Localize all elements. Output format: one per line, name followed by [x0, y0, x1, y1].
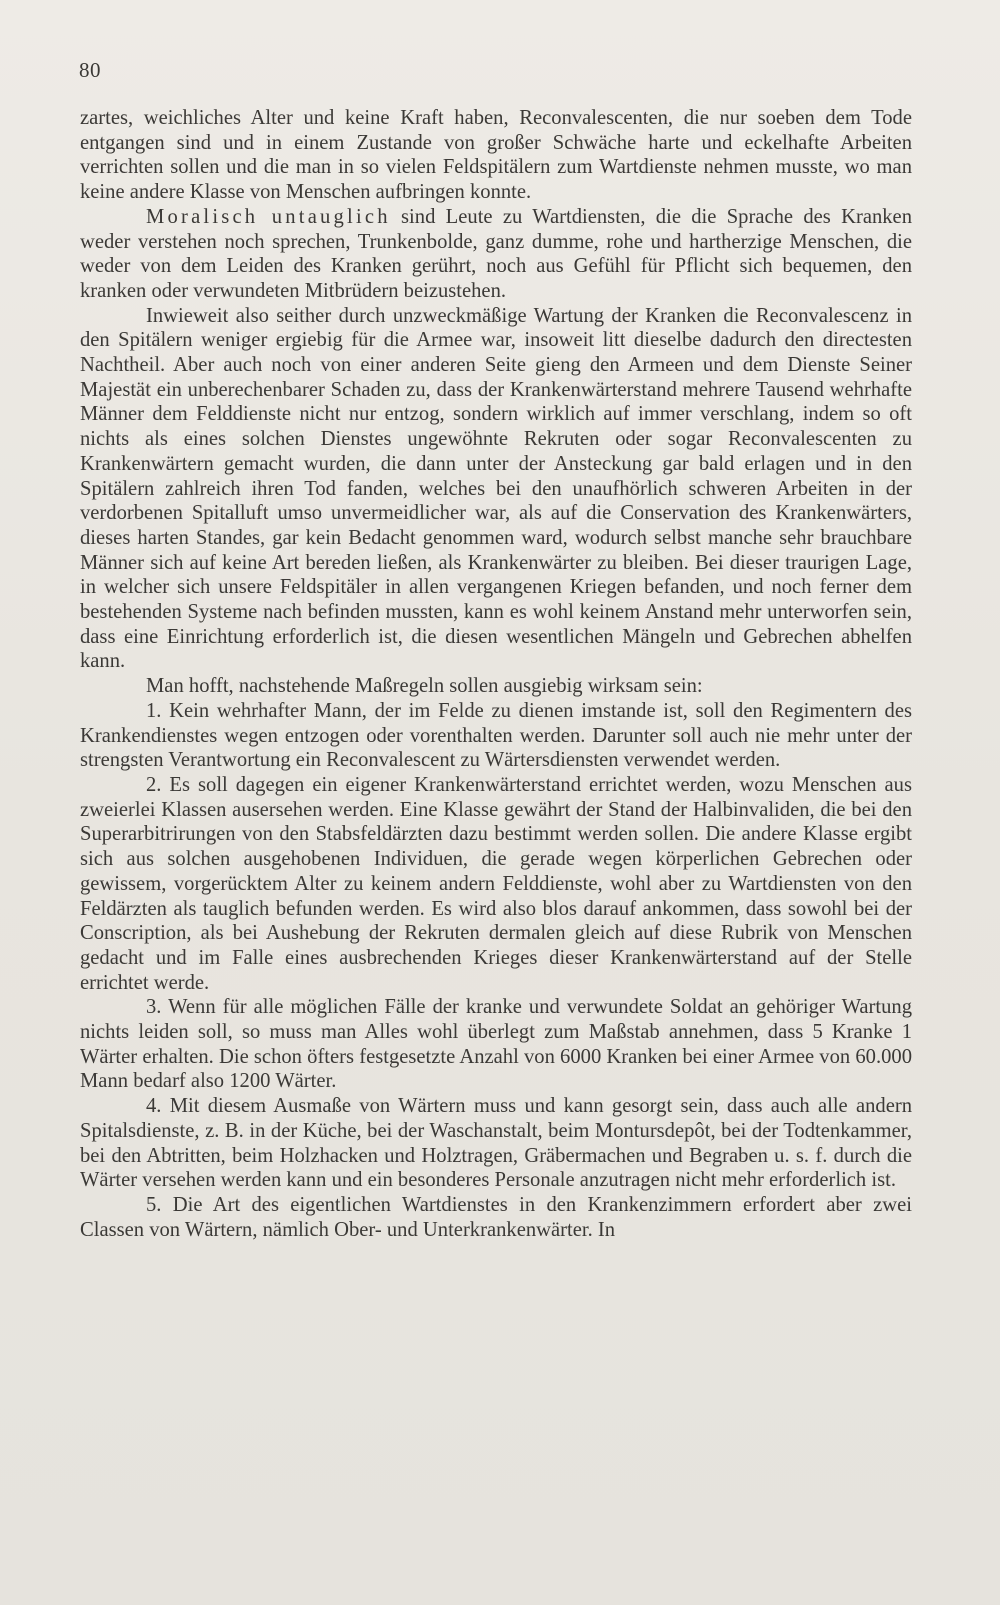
list-item-1: 1. Kein wehrhafter Mann, der im Felde zu dienen imstande ist, soll den Regimentern des Krankendienstes wegen entzogen oder vorenthalten werden. Darunter soll auch nie mehr unter der strengsten Verantwortung ein Reconvalescent zu Wärtersdiensten verwendet werden. — [80, 699, 912, 772]
paragraph-1: zartes, weichliches Alter und keine Kraft haben, Reconvalescenten, die nur soeben dem Tode entgangen sind und in einem Zustande von großer Schwäche harte und eckelhafte Arbeiten verrichten sollen und die man in so vielen Feldspitälern zum Wartdienste nehmen musste, wo man keine andere Klasse von Menschen aufbringen konnte. — [80, 107, 912, 204]
paragraph-2 — [80, 205, 912, 304]
body-text — [80, 106, 912, 1242]
paragraph-2-text: sind Leute zu Wartdiensten, die die Sprache des Kranken weder verstehen noch sprechen, Trunkenbolde, ganz dumme, rohe und hartherzige Menschen, die weder von dem Leiden des Kranken gerührt, noch aus Gefühl für Pflicht sich bequemen, den kranken oder verwundeten Mitbrüdern beizustehen. — [80, 205, 912, 302]
list-item-3: 3. Wenn für alle möglichen Fälle der kranke und verwundete Soldat an gehöriger Wartung nichts leiden soll, so muss man Alles wohl überlegt zum Maßstab annehmen, dass 5 Kranke 1 Wärter erhalten. Die schon öfters festgesetzte Anzahl von 6000 Kranken bei einer Armee von 60.000 Mann bedarf also 1200 Wärter. — [80, 996, 912, 1093]
list-item-5: 5. Die Art des eigentlichen Wartdienstes in den Krankenzimmern erfordert aber zwei Classen von Wärtern, nämlich Ober- und Unterkrankenwärter. In — [80, 1193, 912, 1241]
emphasized-term: Moralisch untauglich — [146, 205, 391, 228]
paragraph-3: Inwieweit also seither durch unzweckmäßige Wartung der Kranken die Reconvalescenz in den Spitälern weniger ergiebig für die Armee war, insoweit litt dieselbe dadurch den directesten Nachtheil. Aber auch noch von einer anderen Seite gieng den Armeen und dem Dienste Seiner Majestät ein unberechenbarer Schaden zu, dass der Krankenwärterstand mehrere Tausend wehrhafte Männer dem Felddienste nicht nur entzog, sondern wirklich auf immer verschlang, indem so oft nichts als eines solchen Dienstes ungewöhnte Rekruten oder sogar Reconvalescenten zu Krankenwärtern gemacht wurden, die dann unter der Ansteckung gar bald erlagen und in den Spitälern zahlreich ihren Tod fanden, welches bei den unaufhörlich schweren Arbeiten in der verdorbenen Spitalluft umso unvermeidlicher war, als auf die Conservation des Krankenwärters, dieses harten Standes, gar kein Bedacht genommen ward, wodurch selbst manche sehr brauchbare Männer sich auf keine Art bereden ließen, als Krankenwärter zu bleiben. Bei dieser traurigen Lage, in welcher sich unsere Feldspitäler in allen vergangenen Kriegen befanden, und noch ferner dem bestehenden Systeme nach befinden mussten, kann es wohl keinem Anstand mehr unterworfen sein, dass eine Einrichtung erforderlich ist, die diesen wesentlichen Mängeln und Gebrechen abhelfen kann. — [80, 304, 912, 673]
paragraph-4: Man hofft, nachstehende Maßregeln sollen ausgiebig wirksam sein: — [146, 675, 703, 698]
list-item-4: 4. Mit diesem Ausmaße von Wärtern muss und kann gesorgt sein, dass auch alle andern Spitalsdienste, z. B. in der Küche, bei der Waschanstalt, beim Montursdepôt, bei der Todtenkammer, bei den Abtritten, beim Holzhacken und Holztragen, Gräbermachen und Begraben u. s. f. durch die Wärter versehen werden kann und ein besonderes Personale anzutragen nicht mehr erforderlich ist. — [80, 1095, 912, 1192]
page-number: 80 — [79, 58, 101, 82]
list-item-2: 2. Es soll dagegen ein eigener Krankenwärterstand errichtet werden, wozu Menschen aus zweierlei Klassen ausersehen werden. Eine Klasse gewährt der Stand der Halbinvaliden, die bei den Superarbitrirungen von den Stabsfeldärzten dazu bestimmt werden sollen. Die andere Klasse ergibt sich aus solchen ausgehobenen Individuen, die gerade wegen körperlichen Gebrechen oder gewissem, vorgerücktem Alter zu keinem andern Felddienste, wohl aber zu Wartdiensten von den Feldärzten als tauglich befunden werden. Es wird also blos darauf ankommen, dass sowohl bei der Conscription, als bei Aushebung der Rekruten dermalen gleich auf diese Rubrik von Menschen gedacht und im Falle eines ausbrechenden Krieges dieser Krankenwärterstand auf der Stelle errichtet werde. — [80, 773, 912, 994]
